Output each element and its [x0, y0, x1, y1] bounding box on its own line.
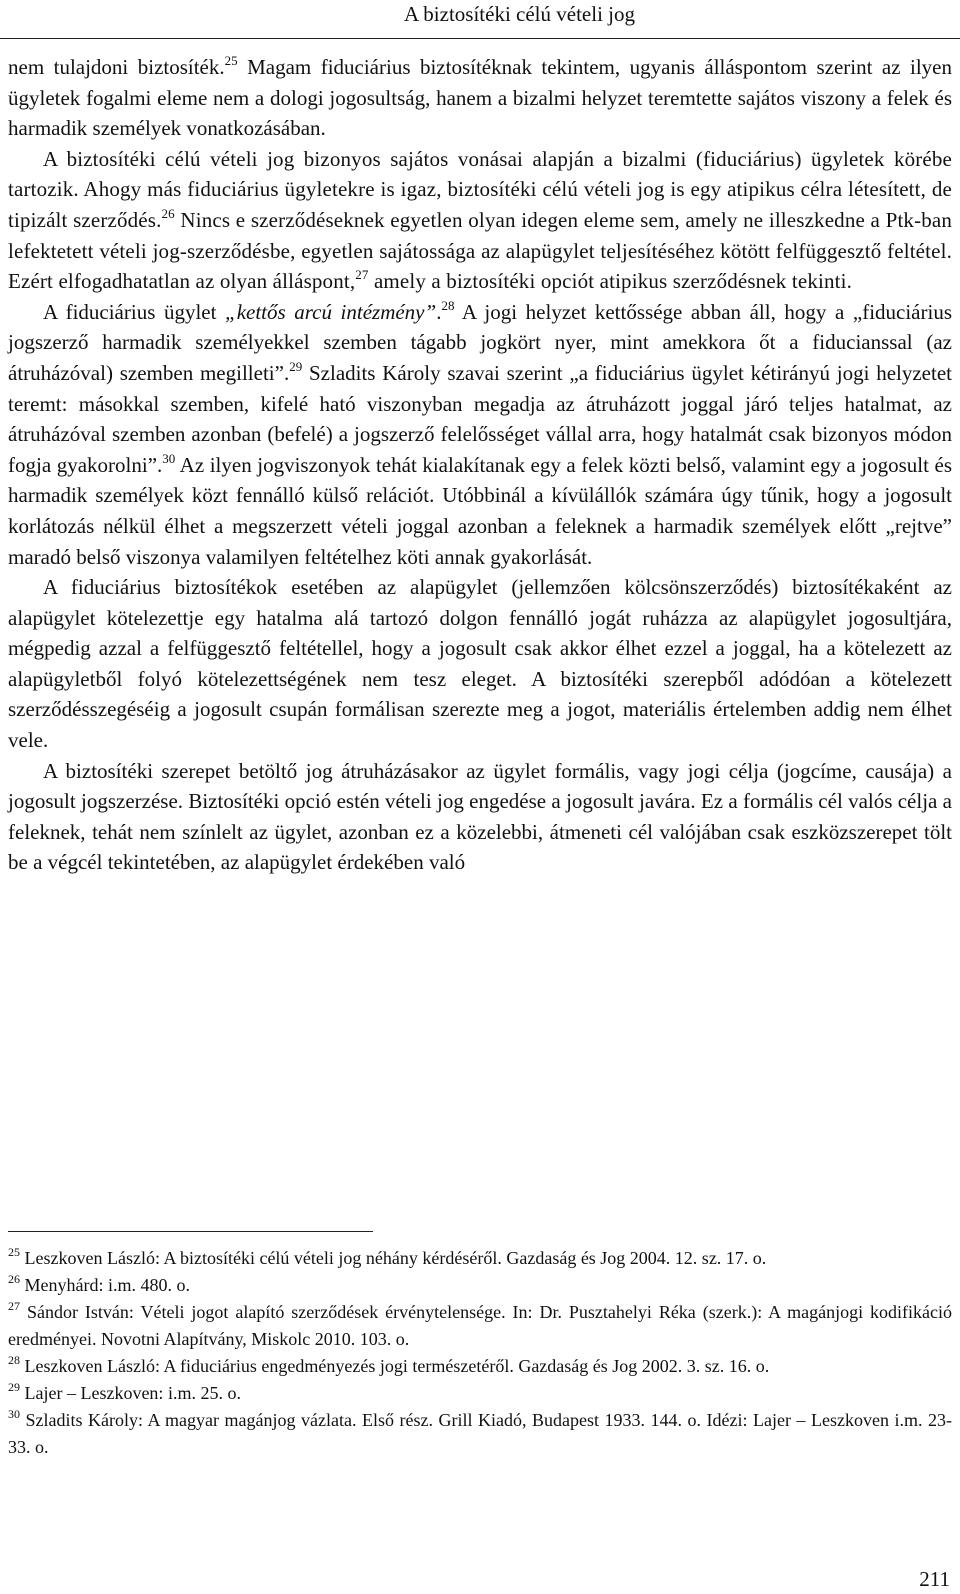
paragraph-text: Szladits Károly szavai szerint „a fiduciárius ügylet kétirányú jogi helyzetet teremt: másokkal szemben, kifelé ható viszonyban megadja az átruházott joggal járó teljes hatalmat, az átruházóval szemben azonban (befelé) a jogszerző felelősséget vállal arra, hogy hatalmát csak bizonyos módon fogja gyakorolni”.	[8, 360, 952, 477]
footnote-text: Sándor István: Vételi jogot alapító szerződések érvénytelensége. In: Dr. Pusztahelyi Réka (szerk.): A magánjogi kodifikáció eredményei. Novotni Alapítvány, Miskolc 2010. 103. o.	[8, 1302, 952, 1349]
footnote-divider	[8, 1231, 373, 1232]
body-paragraph	[8, 572, 952, 756]
footnote-reference: 26	[161, 205, 175, 221]
paragraph-text: A biztosítéki célú vételi jog bizonyos sajátos vonásai alapján a bizalmi (fiduciárius) ügyletek körébe tartozik. Ahogy más fiduciárius ügyletekre is igaz, biztosítéki célú vételi jog is egy atipikus célra létesített, de tipizált szerződés.	[8, 146, 952, 232]
footnote-item	[8, 1353, 952, 1380]
footnote-number: 29	[8, 1380, 20, 1394]
footnote-number: 27	[8, 1299, 20, 1313]
footnote-reference: 27	[355, 267, 369, 283]
footnote-item	[8, 1299, 952, 1353]
footnote-text: Leszkoven László: A fiduciárius engedményezés jogi természetéről. Gazdaság és Jog 2002. 3. sz. 16. o.	[20, 1356, 770, 1376]
footnote-item	[8, 1245, 952, 1272]
running-header	[0, 0, 960, 39]
italic-quote: „kettős arcú intézmény”	[225, 299, 437, 324]
body-paragraph	[8, 756, 952, 878]
footnote-item	[8, 1407, 952, 1461]
footnote-text: Lajer – Leszkoven: i.m. 25. o.	[20, 1383, 241, 1403]
footnote-text: Menyhárd: i.m. 480. o.	[20, 1275, 190, 1295]
paragraph-text: A biztosítéki szerepet betöltő jog átruházásakor az ügylet formális, vagy jogi célja (jogcíme, causája) a jogosult jogszerzése. Biztosítéki opció estén vételi jog engedése a jogosult javára. Ez a formális cél valós célja a feleknek, tehát nem színlelt az ügylet, azonban ez a közelebbi, átmeneti cél valójában csak eszközszerepet tölt be a végcél tekintetében, az alapügylet érdekében való	[8, 758, 952, 875]
footnote-number: 25	[8, 1245, 20, 1259]
footnote-text: Leszkoven László: A biztosítéki célú vételi jog néhány kérdéséről. Gazdaság és Jog 2004. 12. sz. 17. o.	[20, 1248, 767, 1268]
paragraph-text: nem tulajdoni biztosíték.	[8, 55, 225, 79]
footnote-number: 28	[8, 1353, 20, 1367]
footnote-reference: 30	[162, 450, 176, 466]
main-body-text	[8, 52, 952, 878]
paragraph-text: A fiduciárius biztosítékok esetében az alapügylet (jellemzően kölcsönszerződés) biztosítékaként az alapügylet kötelezettje egy hatalma alá tartozó dolgon fennálló jogát ruházza az alapügylet jogosultjára, mégpedig azzal a felfüggesztő feltétellel, hogy a jogosult csak akkor élhet ezzel a joggal, ha a kötelezett az alapügyletből folyó kötelezettségének nem tesz eleget. A biztosítéki szerepből adódóan a kötelezett szerződésszegéséig a jogosult csupán formálisan szerezte meg a jogot, materiális értelemben addig nem élhet vele.	[8, 575, 952, 753]
paragraph-text: A jogi helyzet kettőssége abban áll, hogy a „fiduciárius jogszerző harmadik személyekkel szemben tágabb jogkört nyer, mint amekkora őt a fiducianssal (az átruházóval) szemben megilleti”.	[8, 299, 953, 385]
footnotes-section	[8, 1245, 952, 1461]
footnote-number: 26	[8, 1272, 20, 1286]
paragraph-text: amely a biztosítéki opciót atipikus szerződésnek tekinti.	[368, 269, 852, 294]
footnote-number: 30	[8, 1407, 20, 1421]
paragraph-text: A fiduciárius ügylet	[43, 299, 226, 324]
footnote-item	[8, 1380, 952, 1407]
page-number: 211	[919, 1567, 950, 1591]
body-paragraph	[8, 297, 952, 572]
body-paragraph	[8, 52, 952, 144]
paragraph-text: Az ilyen jogviszonyok tehát kialakítanak egy a felek közti belső, valamint egy a jogosult és harmadik személyek közt fennálló külső relációt. Utóbbinál a kívülállók számára úgy tűnik, hogy a jogosult korlátozás nélkül élhet a megszerzett vételi joggal azonban a feleknek a harmadik személyek előtt „rejtve” maradó belső viszonya valamilyen feltételhez köti annak gyakorlását.	[8, 452, 952, 569]
footnote-text: Szladits Károly: A magyar magánjog vázlata. Első rész. Grill Kiadó, Budapest 1933. 144. o. Idézi: Lajer – Leszkoven i.m. 23-33. o.	[8, 1410, 952, 1457]
paragraph-text: Nincs e szerződéseknek egyetlen olyan idegen eleme sem, amely ne illeszkedne a Ptk-ban lefektetett vételi jog-szerződésbe, egyetlen sajátossága az alapügylet teljesítéséhez kötött felfüggesztő feltétel. Ezért elfogadhatatlan az olyan álláspont,	[8, 207, 952, 294]
paragraph-text: .	[436, 299, 442, 324]
footnote-reference: 28	[441, 297, 455, 313]
footnote-reference: 25	[224, 53, 238, 68]
running-header-title: A biztosítéki célú vételi jog	[404, 2, 635, 26]
footnote-reference: 29	[289, 358, 303, 374]
paragraph-text: Magam fiduciárius biztosítéknak tekintem, ugyanis álláspontom szerint az ilyen ügyletek fogalmi eleme nem a dologi jogosultság, hanem a bizalmi helyzet teremtette sajátos viszony a felek és harmadik személyek vonatkozásában.	[8, 55, 952, 141]
footnote-item	[8, 1272, 952, 1299]
body-paragraph	[8, 144, 952, 297]
